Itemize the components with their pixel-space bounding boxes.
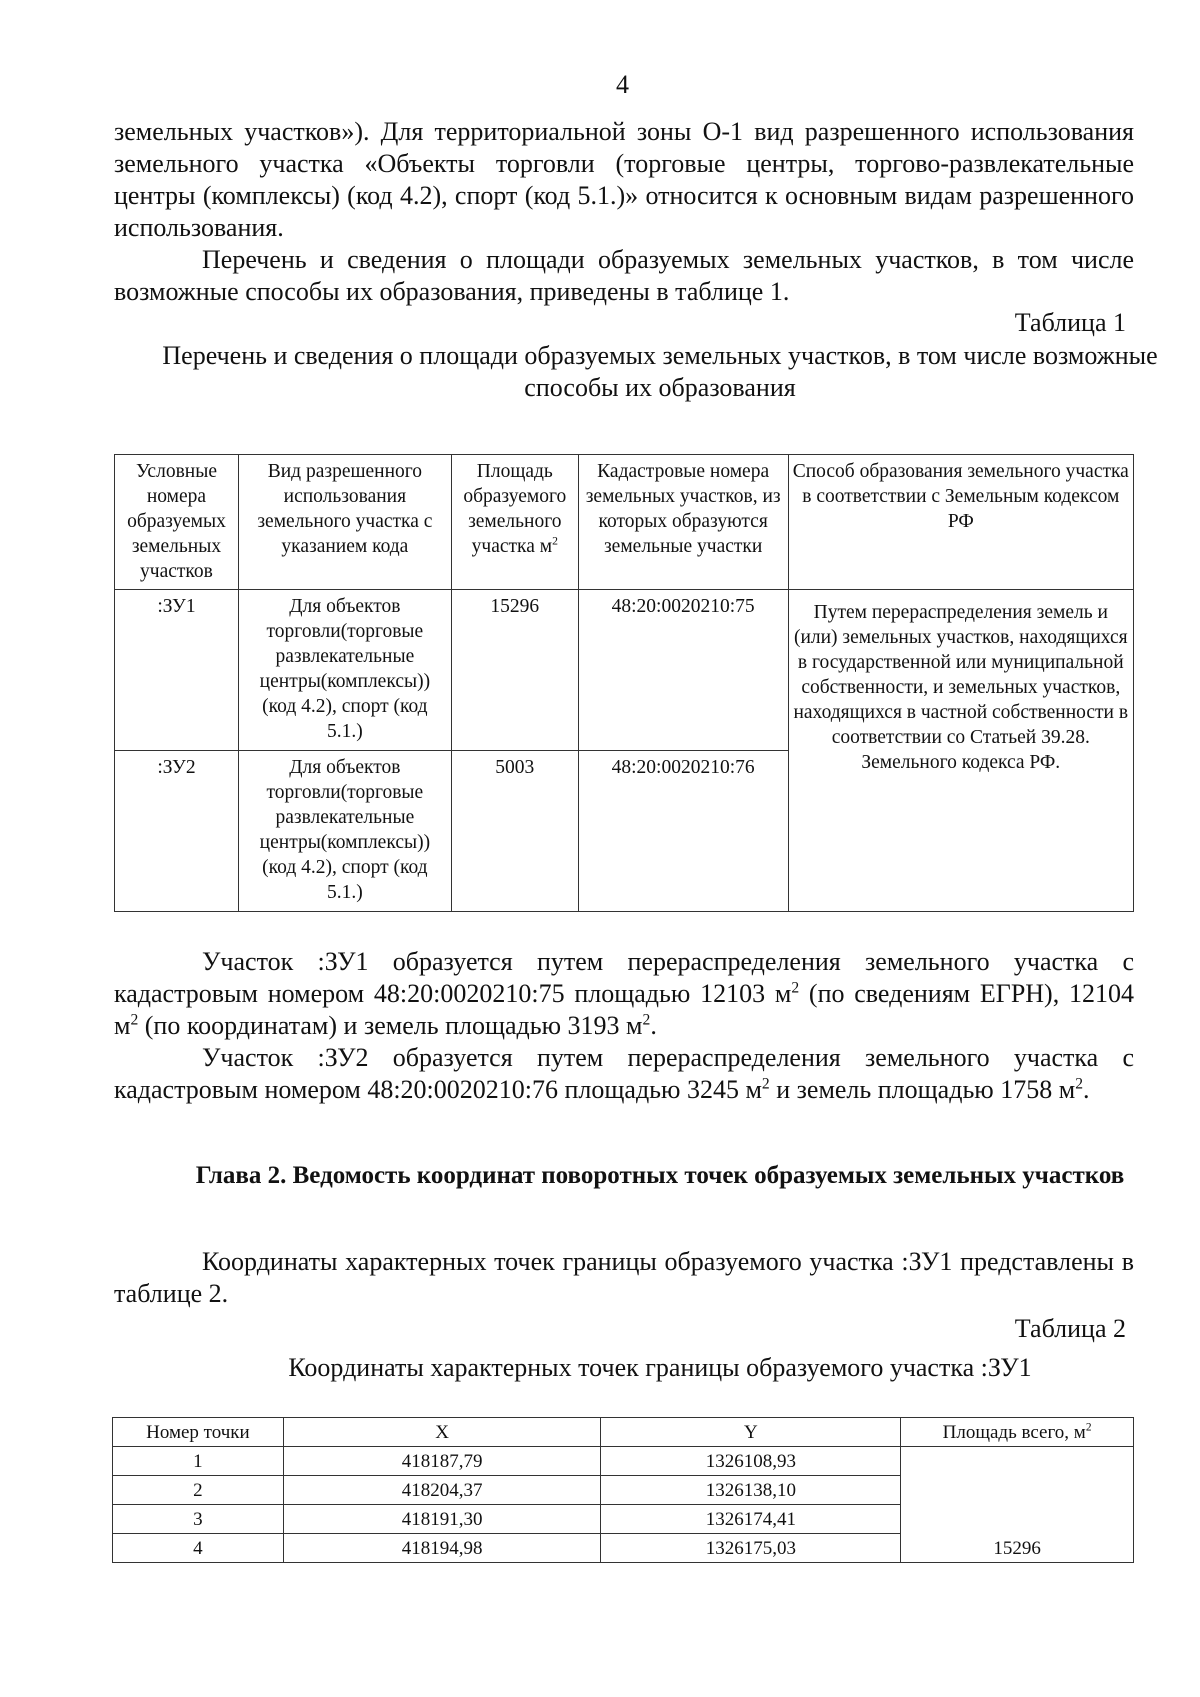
point-number-cell: 2 bbox=[113, 1476, 284, 1505]
table1-header-row bbox=[115, 455, 1134, 590]
point-x-cell: 418194,98 bbox=[283, 1534, 601, 1563]
table2-header-cell: Площадь всего, $м^2$ bbox=[901, 1418, 1134, 1447]
superscript: 2 bbox=[130, 1011, 139, 1029]
point-y-cell: 1326138,10 bbox=[601, 1476, 901, 1505]
paragraph-plot1-formation: Участок :ЗУ1 образуется путем перераспределения земельного участка с кадастровым номером 48:20:0020210:75 площадью 12103 $м^2$ (по сведениям ЕГРН), 12104 $м^2$ (по координатам) и земель площадью 3193 $м^2$. bbox=[114, 947, 1134, 1040]
formation-method-cell: Путем перераспределения земель и (или) земельных участков, находящихся в государственной или муниципальной собственности, и земельных участков, находящихся в частной собственности в соответствии со Статьей 39.28. Земельного кодекса РФ. bbox=[788, 590, 1133, 912]
paragraph-table1-intro: Перечень и сведения о площади образуемых земельных участков, в том числе возможные способы их образования, приведены в таблице 1. bbox=[114, 245, 1134, 306]
point-x-cell: 418187,79 bbox=[283, 1447, 601, 1476]
plot-use-cell: Для объектов торговли(торговые развлекательные центры(комплексы)) (код 4.2), спорт (код 5.1.) bbox=[238, 590, 451, 751]
table1-header-area: Площадь образуемого земельного участка м bbox=[463, 461, 567, 557]
table-row bbox=[113, 1447, 1134, 1476]
point-number-cell: 1 bbox=[113, 1447, 284, 1476]
point-y-cell: 1326108,93 bbox=[601, 1447, 901, 1476]
point-x-cell: 418204,37 bbox=[283, 1476, 601, 1505]
superscript: 2 bbox=[791, 979, 800, 997]
superscript: 2 bbox=[1075, 1075, 1083, 1093]
table1-header-cell: Вид разрешенного использования земельного участка с указанием кода bbox=[238, 455, 451, 590]
table1-title: Перечень и сведения о площади образуемых земельных участков, в том числе возможные способы их образования bbox=[162, 341, 1158, 402]
paragraph-table2-intro: Координаты характерных точек границы образуемого участка :ЗУ1 представлены в таблице 2. bbox=[114, 1247, 1134, 1308]
plot-id-cell: :ЗУ1 bbox=[115, 590, 239, 751]
point-number-cell: 4 bbox=[113, 1534, 284, 1563]
superscript: 2 bbox=[552, 534, 558, 548]
table2-coordinates bbox=[112, 1417, 1134, 1563]
total-area-cell: 15296 bbox=[901, 1447, 1134, 1563]
table1-land-plots bbox=[114, 454, 1134, 912]
superscript: 2 bbox=[1085, 1421, 1092, 1434]
table2-header-cell: X bbox=[283, 1418, 601, 1447]
superscript: 2 bbox=[642, 1011, 651, 1029]
point-y-cell: 1326175,03 bbox=[601, 1534, 901, 1563]
table2-header-cell: Номер точки bbox=[113, 1418, 284, 1447]
table1-header-cell: Кадастровые номера земельных участков, из которых образуются земельные участки bbox=[578, 455, 788, 590]
plot-area-cell: 15296 bbox=[451, 590, 578, 751]
table1-label: Таблица 1 bbox=[1014, 308, 1126, 337]
point-y-cell: 1326174,41 bbox=[601, 1505, 901, 1534]
table1-header-cell: Условные номера образуемых земельных участков bbox=[115, 455, 239, 590]
chapter-title: Глава 2. Ведомость координат поворотных точек образуемых земельных участков bbox=[195, 1162, 1125, 1189]
table2-header-row bbox=[113, 1418, 1134, 1447]
plot-cadastral-cell: 48:20:0020210:75 bbox=[578, 590, 788, 751]
paragraph-plot2-formation: Участок :ЗУ2 образуется путем перераспределения земельного участка с кадастровым номером 48:20:0020210:76 площадью 3245 $м^2$ и земель площадью 1758 $м^2$. bbox=[114, 1043, 1134, 1104]
table-row bbox=[115, 590, 1134, 751]
table2-header-cell: Y bbox=[601, 1418, 901, 1447]
paragraph-zone-usage: земельных участков»). Для территориальной зоны О-1 вид разрешенного использования земельного участка «Объекты торговли (торговые центры, торгово-развлекательные центры (комплексы) (код 4.2), спорт (код 5.1.)» относится к основным видам разрешенного использования. bbox=[114, 117, 1134, 242]
plot-cadastral-cell: 48:20:0020210:76 bbox=[578, 751, 788, 912]
page-number: 4 bbox=[616, 70, 629, 99]
superscript: 2 bbox=[761, 1075, 770, 1093]
table2-label: Таблица 2 bbox=[1014, 1314, 1126, 1343]
table1-header-cell bbox=[451, 455, 578, 590]
point-x-cell: 418191,30 bbox=[283, 1505, 601, 1534]
plot-id-cell: :ЗУ2 bbox=[115, 751, 239, 912]
table1-header-cell: Способ образования земельного участка в соответствии с Земельным кодексом РФ bbox=[788, 455, 1133, 590]
point-number-cell: 3 bbox=[113, 1505, 284, 1534]
plot-area-cell: 5003 bbox=[451, 751, 578, 912]
table2-title: Координаты характерных точек границы образуемого участка :ЗУ1 bbox=[288, 1353, 1032, 1382]
plot-use-cell: Для объектов торговли(торговые развлекательные центры(комплексы)) (код 4.2), спорт (код 5.1.) bbox=[238, 751, 451, 912]
